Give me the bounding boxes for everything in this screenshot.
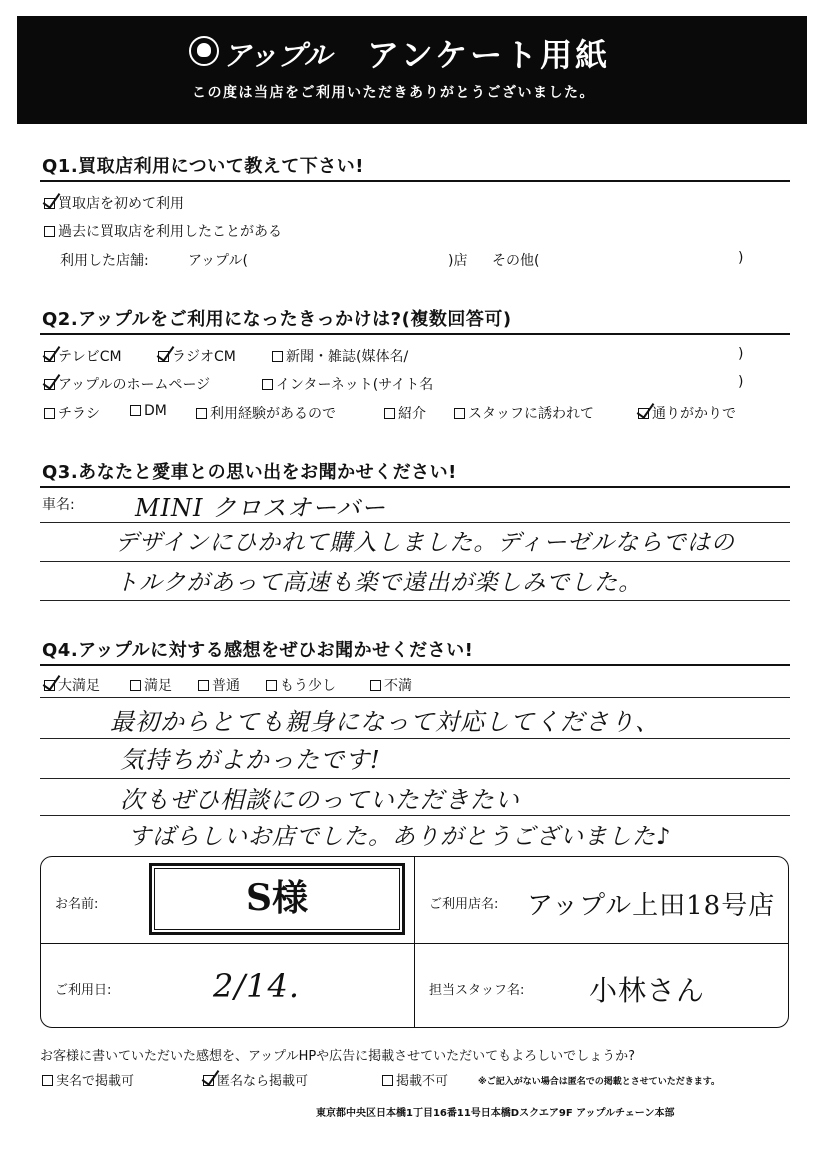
q2-close-paren-1: ) bbox=[738, 346, 744, 362]
staff-label: 担当スタッフ名: bbox=[429, 983, 525, 998]
q1-other-prefix: その他( bbox=[492, 253, 540, 269]
q2-option-staff-label: スタッフに誘われて bbox=[468, 406, 594, 422]
q4-line-4 bbox=[40, 815, 790, 816]
customer-info-box bbox=[40, 856, 789, 1028]
brand-name: アップル bbox=[223, 39, 332, 72]
q1-option-past-label: 過去に買取店を利用したことがある bbox=[58, 224, 282, 240]
q3-line-1 bbox=[40, 522, 790, 523]
q2-option-flyer[interactable] bbox=[44, 403, 100, 423]
q1-store-suffix: )店 bbox=[448, 253, 468, 269]
checkbox[interactable] bbox=[266, 680, 277, 691]
checkbox[interactable] bbox=[272, 351, 283, 362]
q2-option-newspaper[interactable] bbox=[272, 346, 408, 366]
checkbox-checked[interactable] bbox=[158, 351, 169, 362]
consent-option-anonymous[interactable] bbox=[203, 1070, 308, 1089]
q2-option-radio[interactable] bbox=[158, 346, 236, 366]
q4-option-very-satisfied-label: 大満足 bbox=[58, 678, 100, 694]
date-value: 2/14. bbox=[213, 967, 301, 1005]
q2-option-passing[interactable] bbox=[638, 403, 736, 423]
footer-address: 東京都中央区日本橋1丁目16番11号日本橋Dスクエア9F アップルチェーン本部 bbox=[316, 1108, 675, 1119]
consent-option-not-allowed-label: 掲載不可 bbox=[396, 1074, 449, 1089]
name-stamp-box bbox=[149, 863, 405, 935]
q2-close-paren-2: ) bbox=[738, 374, 744, 390]
checkbox[interactable] bbox=[42, 1075, 53, 1086]
store-name-label: ご利用店名: bbox=[429, 897, 499, 912]
checkbox-checked[interactable] bbox=[44, 351, 55, 362]
checkbox[interactable] bbox=[382, 1075, 393, 1086]
q4-option-dissatisfied[interactable] bbox=[370, 675, 412, 695]
q4-option-normal[interactable] bbox=[198, 675, 240, 695]
checkbox[interactable] bbox=[384, 408, 395, 419]
q1-option-first-time-label: 買取店を初めて利用 bbox=[58, 196, 184, 212]
q2-option-passing-label: 通りがかりで bbox=[652, 406, 736, 422]
date-label: ご利用日: bbox=[55, 983, 112, 998]
q2-title: Q2.アップルをご利用になったきっかけは?(複数回答可) bbox=[42, 309, 512, 330]
checkbox-checked[interactable] bbox=[44, 198, 55, 209]
checkbox[interactable] bbox=[130, 405, 141, 416]
q1-close-paren: ) bbox=[738, 250, 744, 266]
page-subtitle: この度は当店をご利用いただきありがとうございました。 bbox=[192, 85, 595, 101]
checkbox-checked[interactable] bbox=[44, 680, 55, 691]
q2-option-staff[interactable] bbox=[454, 403, 594, 423]
q1-rule bbox=[40, 180, 790, 182]
q4-option-satisfied[interactable] bbox=[130, 675, 172, 695]
consent-option-real-name[interactable] bbox=[42, 1070, 134, 1089]
q4-option-dissatisfied-label: 不満 bbox=[384, 678, 412, 694]
store-name-value: アップル上田18号店 bbox=[527, 891, 776, 921]
q2-option-referral-label: 紹介 bbox=[398, 406, 426, 422]
q3-car-label: 車名: bbox=[42, 497, 75, 513]
q3-line-2 bbox=[40, 561, 790, 562]
checkbox[interactable] bbox=[196, 408, 207, 419]
page-title: アンケート用紙 bbox=[367, 36, 611, 74]
checkbox-checked[interactable] bbox=[638, 408, 649, 419]
q1-option-past[interactable] bbox=[44, 221, 282, 241]
q2-option-dm-label: DM bbox=[144, 403, 167, 419]
q2-option-tv-label: テレビCM bbox=[58, 349, 122, 365]
q2-option-experience-label: 利用経験があるので bbox=[210, 406, 336, 422]
checkbox[interactable] bbox=[454, 408, 465, 419]
q4-option-normal-label: 普通 bbox=[212, 678, 240, 694]
q4-answer-line-2: 気持ちがよかったです! bbox=[120, 746, 381, 774]
name-label: お名前: bbox=[55, 897, 99, 912]
q2-option-homepage-label: アップルのホームページ bbox=[58, 377, 211, 393]
q4-option-satisfied-label: 満足 bbox=[144, 678, 172, 694]
checkbox[interactable] bbox=[130, 680, 141, 691]
q2-rule bbox=[40, 333, 790, 335]
q4-line-1 bbox=[40, 697, 790, 698]
q4-answer-line-3: 次もぜひ相談にのっていただきたい bbox=[120, 786, 520, 814]
checkbox-checked[interactable] bbox=[203, 1075, 214, 1086]
q3-answer-line-2: トルクがあって高速も楽で遠出が楽しみでした。 bbox=[115, 570, 643, 596]
consent-note: ※ご記入がない場合は匿名での掲載とさせていただきます。 bbox=[478, 1077, 721, 1087]
q2-option-experience[interactable] bbox=[196, 403, 336, 423]
q1-option-first-time[interactable] bbox=[44, 193, 184, 213]
q3-answer-line-1: デザインにひかれて購入しました。ディーゼルならではの bbox=[115, 530, 735, 556]
consent-option-anonymous-label: 匿名なら掲載可 bbox=[217, 1074, 309, 1089]
checkbox-checked[interactable] bbox=[44, 379, 55, 390]
q4-option-little-more[interactable] bbox=[266, 675, 336, 695]
consent-option-not-allowed[interactable] bbox=[382, 1070, 448, 1089]
checkbox[interactable] bbox=[44, 408, 55, 419]
q4-rule bbox=[40, 664, 790, 666]
name-value: S様 bbox=[246, 877, 308, 919]
info-box-vertical-divider bbox=[414, 857, 415, 1027]
q2-option-radio-label: ラジオCM bbox=[172, 349, 236, 365]
q4-line-3 bbox=[40, 778, 790, 779]
staff-value: 小林さん bbox=[589, 974, 706, 1007]
q1-apple-prefix: アップル( bbox=[188, 253, 248, 269]
checkbox[interactable] bbox=[370, 680, 381, 691]
q3-title: Q3.あなたと愛車との思い出をお聞かせください! bbox=[42, 462, 457, 483]
q4-answer-line-1: 最初からとても親身になって対応してくださり、 bbox=[110, 708, 660, 736]
q2-option-referral[interactable] bbox=[384, 403, 426, 423]
q2-option-newspaper-label: 新聞・雑誌(媒体名/ bbox=[286, 349, 409, 365]
checkbox[interactable] bbox=[44, 226, 55, 237]
apple-logo-icon bbox=[189, 36, 219, 66]
q2-option-homepage[interactable] bbox=[44, 374, 210, 394]
consent-question: お客様に書いていただいた感想を、アップルHPや広告に掲載させていただいてもよろしいでしょうか? bbox=[40, 1049, 636, 1064]
consent-option-real-name-label: 実名で掲載可 bbox=[56, 1074, 135, 1089]
q3-car-name: MINI クロスオーバー bbox=[135, 494, 386, 522]
q2-option-internet[interactable] bbox=[262, 374, 433, 394]
q3-line-3 bbox=[40, 600, 790, 601]
q2-option-tv[interactable] bbox=[44, 346, 122, 366]
q1-store-used-label: 利用した店舗: bbox=[60, 253, 149, 269]
q4-option-little-more-label: もう少し bbox=[280, 678, 336, 694]
checkbox[interactable] bbox=[262, 379, 273, 390]
checkbox[interactable] bbox=[198, 680, 209, 691]
q4-answer-line-4: すばらしいお店でした。ありがとうございました♪ bbox=[128, 824, 672, 850]
q2-option-internet-label: インターネット(サイト名 bbox=[276, 377, 434, 393]
q4-title: Q4.アップルに対する感想をぜひお聞かせください! bbox=[42, 640, 474, 661]
header-banner bbox=[17, 16, 807, 124]
q1-title: Q1.買取店利用について教えて下さい! bbox=[42, 156, 365, 177]
q2-option-flyer-label: チラシ bbox=[58, 406, 100, 422]
q2-option-dm[interactable] bbox=[130, 403, 167, 419]
q4-option-very-satisfied[interactable] bbox=[44, 675, 100, 695]
q4-line-2 bbox=[40, 738, 790, 739]
